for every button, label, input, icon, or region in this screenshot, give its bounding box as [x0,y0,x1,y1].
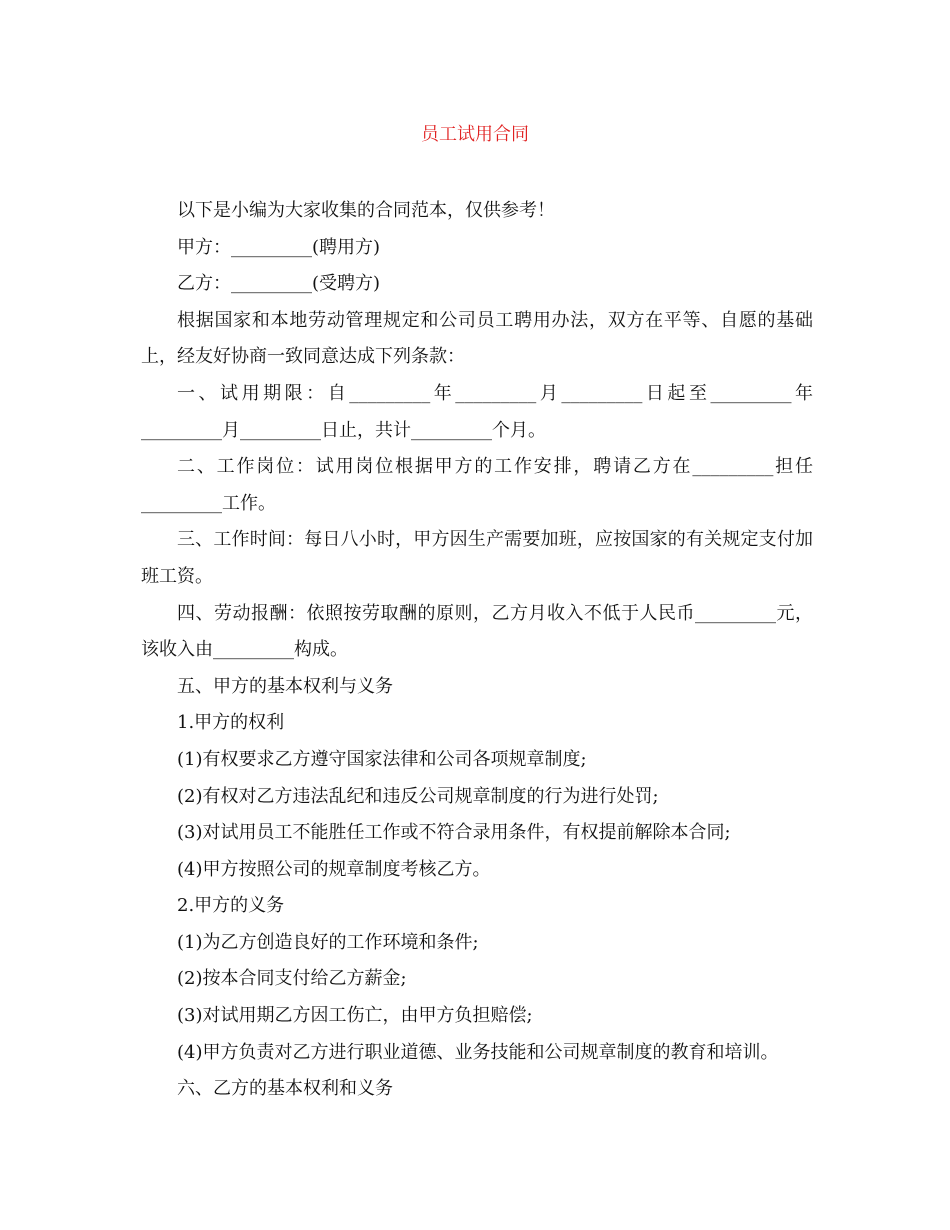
list-item: (2)按本合同支付给乙方薪金; [177,968,407,990]
intro-paragraph: 以下是小编为大家收集的合同范本，仅供参考！ [177,200,555,221]
clause-position: 二、工作岗位：试用岗位根据甲方的工作安排，聘请乙方在_________担任_________工作。 [141,456,813,514]
party-b-line: 乙方：_________(受聘方) [177,273,381,295]
list-item: (1)有权要求乙方遵守国家法律和公司各项规章制度; [177,748,587,770]
party-a-line: 甲方：_________(聘用方) [177,236,381,258]
list-item: (4)甲方按照公司的规章制度考核乙方。 [177,858,491,880]
section-heading-party-b: 六、乙方的基本权利和义务 [177,1078,393,1100]
list-item: (3)对试用期乙方因工伤亡，由甲方负担赔偿; [177,1005,533,1027]
list-item: (3)对试用员工不能胜任工作或不符合录用条件，有权提前解除本合同; [177,822,731,844]
subheading-party-a-rights: 1.甲方的权利 [177,712,285,734]
document-body [141,193,813,1108]
list-item: (4)甲方负责对乙方进行职业道德、业务技能和公司规章制度的教育和培训。 [177,1041,779,1063]
clause-remuneration: 四、劳动报酬：依照按劳取酬的原则，乙方月收入不低于人民币_________元，该收入由_________构成。 [141,602,813,661]
clause-working-hours: 三、工作时间：每日八小时，甲方因生产需要加班，应按国家的有关规定支付加班工资。 [141,529,813,587]
preamble-paragraph: 根据国家和本地劳动管理规定和公司员工聘用办法，双方在平等、自愿的基础上，经友好协商一致同意达成下列条款： [141,309,813,368]
section-heading-party-a: 五、甲方的基本权利与义务 [177,675,393,697]
subheading-party-a-duties: 2.甲方的义务 [177,895,285,917]
list-item: (2)有权对乙方违法乱纪和违反公司规章制度的行为进行处罚; [177,785,659,807]
clause-trial-period: 一、试用期限：自_________年_________月_________日起至_________年_________月_________日止，共计_________个月。 [141,382,813,441]
list-item: (1)为乙方创造良好的工作环境和条件; [177,931,479,953]
document-title: 员工试用合同 [421,124,529,145]
